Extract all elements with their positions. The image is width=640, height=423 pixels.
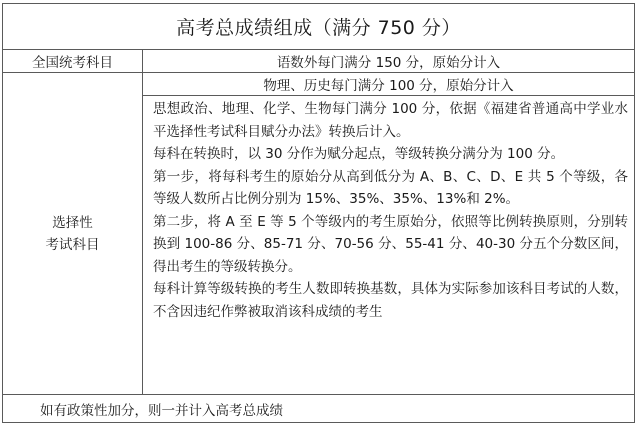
elective-desc	[143, 96, 634, 323]
desc-paragraph-1: 思想政治、地理、化学、生物每门满分 100 分，依据《福建省普通高中学业水平选择性考试科目赋分办法》转换后计入。	[153, 101, 628, 140]
elective-desc-cell	[143, 96, 635, 395]
elective-label-line1: 选择性	[52, 214, 93, 231]
elective-label-line2: 考试科目	[45, 236, 100, 253]
title-row	[3, 4, 635, 50]
score-composition-table	[2, 3, 635, 423]
national-row	[3, 50, 635, 73]
desc-paragraph-2: 每科在转换时，以 30 分作为赋分起点，等级转换分满分为 100 分。	[153, 146, 565, 162]
national-desc: 语数外每门满分 150 分，原始分计入	[143, 50, 635, 73]
elective-first-row	[3, 73, 635, 96]
national-label: 全国统考科目	[3, 50, 143, 73]
desc-paragraph-5: 每科计算等级转换的考生人数即转换基数，具体为实际参加该科目考试的人数，不含因违纪作弊被取消该科成绩的考生	[153, 281, 628, 320]
note-row	[3, 395, 635, 423]
elective-label	[3, 73, 143, 395]
elective-physics-history: 物理、历史每门满分 100 分，原始分计入	[143, 73, 635, 96]
desc-paragraph-4: 第二步，将 A 至 E 等 5 个等级内的考生原始分，依照等比例转换原则，分别转换到 100-86 分、85-71 分、70-56 分、55-41 分、40-30 分五个分数区间，得出考生的等级转换分。	[153, 213, 628, 275]
table-title: 高考总成绩组成（满分 750 分）	[3, 4, 635, 50]
desc-paragraph-3: 第一步，将每科考生的原始分从高到低分为 A、B、C、D、E 共 5 个等级，各等级人数所占比例分别为 15%、35%、35%、13%和 2%。	[153, 168, 628, 207]
bonus-note: 如有政策性加分，则一并计入高考总成绩	[3, 395, 635, 423]
